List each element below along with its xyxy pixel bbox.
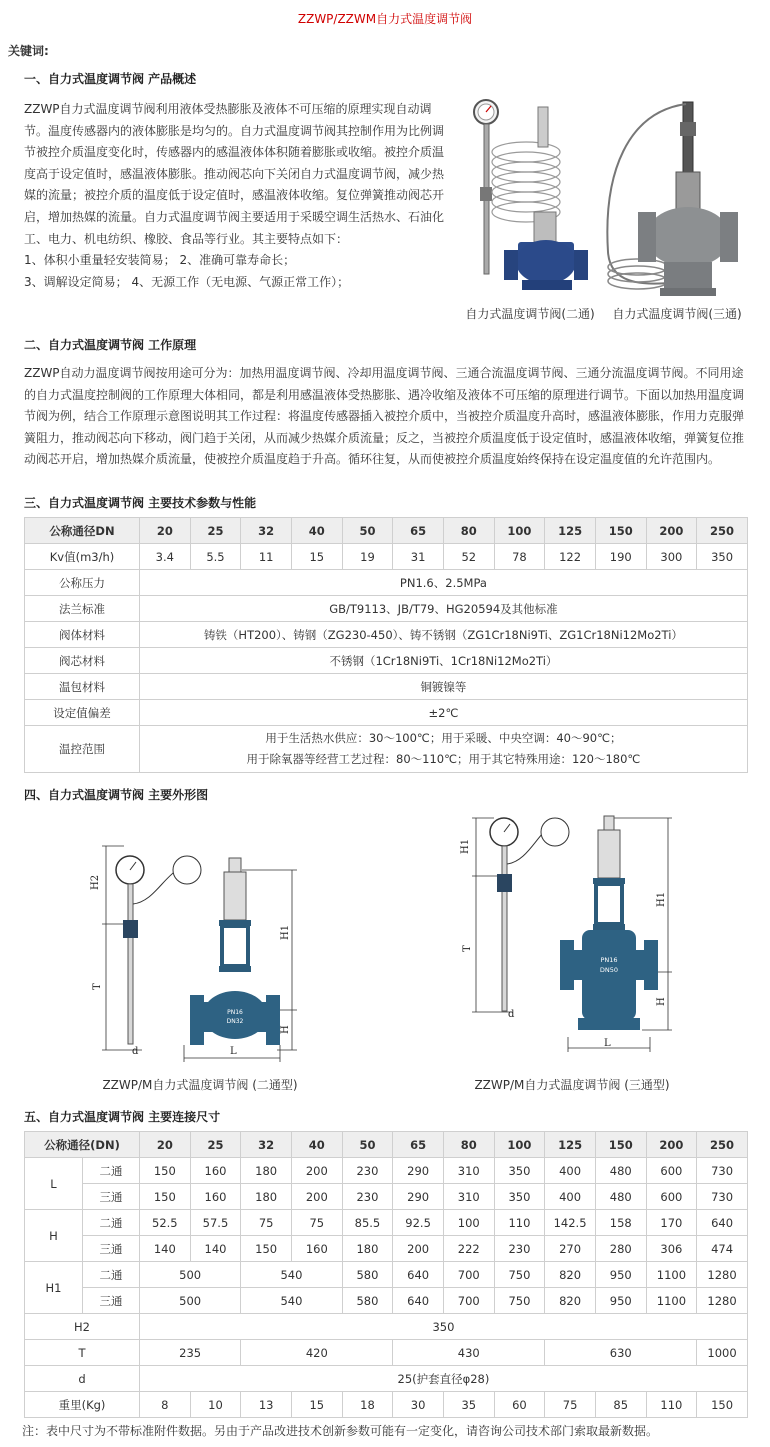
principle-line: 节阀为例，结合工作原理示意图说明其工作过程：将温度传感器插入被控介质中，当被控介质温度升高时，感温液体膨胀，作用力克服弹 bbox=[24, 409, 745, 424]
table-cell: 10 bbox=[190, 1392, 241, 1418]
overview-line: 1、体积小重量轻安装简易； 2、准确可靠寿命长； bbox=[24, 253, 296, 268]
table-cell: 750 bbox=[494, 1262, 545, 1288]
table-cell: 180 bbox=[342, 1236, 393, 1262]
overview-line: 启，增加热媒的流量。自力式温度调节阀主要适用于采暖空调生活热水、石油化 bbox=[24, 209, 445, 224]
header-cell: 150 bbox=[595, 518, 646, 544]
table-cell: 三通 bbox=[83, 1236, 140, 1262]
two-way-h2-label: H2 bbox=[90, 874, 101, 890]
section-title-drawings: 四、自力式温度调节阀 主要外形图 bbox=[24, 788, 209, 802]
table-cell: 540 bbox=[241, 1288, 342, 1314]
principle-line: ZZWP自动力温度调节阀按用途可分为：加热用温度调节阀、冷却用温度调节阀、三通合流温度调节阀、三通分流温度调节阀。不同用途 bbox=[24, 366, 744, 380]
table-cell: 三通 bbox=[83, 1288, 140, 1314]
table-cell: 750 bbox=[494, 1288, 545, 1314]
table-row bbox=[25, 1236, 748, 1262]
table-row bbox=[25, 1262, 748, 1288]
three-way-h-label: H bbox=[656, 997, 667, 1006]
photo-caption-two-way: 自力式温度调节阀(二通) bbox=[465, 307, 595, 321]
section-title-specs: 三、自力式温度调节阀 主要技术参数与性能 bbox=[24, 496, 257, 510]
table-cell: 阀芯材料 bbox=[25, 648, 140, 674]
table-row bbox=[25, 1366, 748, 1392]
header-cell: 40 bbox=[291, 1132, 342, 1158]
table-cell: 8 bbox=[140, 1392, 191, 1418]
overview-line: 媒的流量；被控介质的温度低于设定值时，感温液体收缩。复位弹簧推动阀芯开 bbox=[24, 188, 445, 203]
header-cell: 40 bbox=[291, 518, 342, 544]
table-row bbox=[25, 544, 748, 570]
header-cell: 100 bbox=[494, 1132, 545, 1158]
table-cell: GB/T9113、JB/T79、HG20594及其他标准 bbox=[140, 596, 748, 622]
table-cell: 铸铁（HT200）、铸钢（ZG230-450）、铸不锈钢（ZG1Cr18Ni9Ti、ZG1Cr18Ni12Mo2Ti） bbox=[140, 622, 748, 648]
table-cell: 730 bbox=[697, 1184, 748, 1210]
table-cell: 480 bbox=[595, 1158, 646, 1184]
table-cell: 三通 bbox=[83, 1184, 140, 1210]
three-way-h1-left-label: H1 bbox=[460, 838, 471, 854]
table-cell: 430 bbox=[393, 1340, 545, 1366]
header-cell: 150 bbox=[595, 1132, 646, 1158]
table-cell: 阀体材料 bbox=[25, 622, 140, 648]
table-cell: 重里(Kg) bbox=[25, 1392, 140, 1418]
table-cell: 500 bbox=[140, 1288, 241, 1314]
table-row bbox=[25, 700, 748, 726]
table-cell: 15 bbox=[291, 544, 342, 570]
three-way-l-label: L bbox=[604, 1038, 611, 1049]
header-cell: 200 bbox=[646, 518, 697, 544]
overview-line: ZZWP自力式温度调节阀利用液体受热膨胀及液体不可压缩的原理实现自动调 bbox=[24, 102, 432, 116]
table-cell: 630 bbox=[545, 1340, 697, 1366]
table-cell: 540 bbox=[241, 1262, 342, 1288]
two-way-dn-label: DN32 bbox=[226, 1018, 244, 1025]
table-cell: 110 bbox=[494, 1210, 545, 1236]
header-cell: 65 bbox=[393, 1132, 444, 1158]
table-cell: 270 bbox=[545, 1236, 596, 1262]
header-cell: 50 bbox=[342, 518, 393, 544]
table-cell: 350 bbox=[494, 1184, 545, 1210]
header-cell: 250 bbox=[697, 518, 748, 544]
table-cell: 474 bbox=[697, 1236, 748, 1262]
table-cell: 二通 bbox=[83, 1210, 140, 1236]
table-cell: 二通 bbox=[83, 1262, 140, 1288]
table-cell: 580 bbox=[342, 1288, 393, 1314]
header-cell: 25 bbox=[190, 518, 241, 544]
principle-line: 的自力式温度控制阀的工作原理大体相同，都是利用感温液体受热膨胀、遇冷收缩及液体不可压缩的原理进行调节。下面以加热用温度调 bbox=[24, 387, 745, 402]
table-cell: 18 bbox=[342, 1392, 393, 1418]
table-cell: 75 bbox=[291, 1210, 342, 1236]
table-cell: 310 bbox=[443, 1184, 494, 1210]
table-cell: 420 bbox=[241, 1340, 393, 1366]
table-cell: 160 bbox=[190, 1184, 241, 1210]
table-cell: 950 bbox=[595, 1262, 646, 1288]
table-cell: 290 bbox=[393, 1184, 444, 1210]
dimension-table bbox=[24, 1131, 748, 1418]
two-way-drawing bbox=[92, 840, 312, 1070]
two-way-h1-label: H1 bbox=[280, 924, 291, 940]
header-cell: 20 bbox=[140, 518, 191, 544]
table-cell: 不锈钢（1Cr18Ni9Ti、1Cr18Ni12Mo2Ti） bbox=[140, 648, 748, 674]
table-cell: 158 bbox=[595, 1210, 646, 1236]
table-cell: 52 bbox=[443, 544, 494, 570]
table-cell: 230 bbox=[494, 1236, 545, 1262]
table-cell: 290 bbox=[393, 1158, 444, 1184]
header-cell: 200 bbox=[646, 1132, 697, 1158]
table-cell: 142.5 bbox=[545, 1210, 596, 1236]
table-cell: 5.5 bbox=[190, 544, 241, 570]
section-title-principle: 二、自力式温度调节阀 工作原理 bbox=[24, 338, 197, 352]
table-row bbox=[25, 1132, 748, 1158]
header-cell: 80 bbox=[443, 518, 494, 544]
table-cell: 640 bbox=[697, 1210, 748, 1236]
two-way-pn-label: PN16 bbox=[227, 1009, 243, 1016]
range-line: 用于除氧器等经营工艺过程：80～110℃；用于其它特殊用途：120～180℃ bbox=[246, 752, 641, 766]
table-cell: 230 bbox=[342, 1158, 393, 1184]
table-row bbox=[25, 1288, 748, 1314]
range-line: 用于生活热水供应：30～100℃；用于采暖、中央空调：40～90℃； bbox=[265, 731, 622, 745]
table-cell: 950 bbox=[595, 1288, 646, 1314]
table-cell: 75 bbox=[241, 1210, 292, 1236]
table-cell: 85.5 bbox=[342, 1210, 393, 1236]
overview-line: 3、调解设定简易； 4、无源工作（无电源、气源正常工作）； bbox=[24, 274, 350, 289]
table-cell: 11 bbox=[241, 544, 292, 570]
three-way-t-label: T bbox=[462, 945, 473, 952]
table-cell: 640 bbox=[393, 1288, 444, 1314]
table-cell: 二通 bbox=[83, 1158, 140, 1184]
two-way-l-label: L bbox=[230, 1046, 237, 1057]
table-cell: 350 bbox=[697, 544, 748, 570]
principle-line: 簧阻力，推动阀芯向下移动，阀门趋于关闭，从而减少热媒介质流量；反之，当被控介质温度低于设定值时，感温液体收缩，弹簧复位推 bbox=[24, 430, 745, 445]
table-cell: 200 bbox=[291, 1158, 342, 1184]
table-cell: 310 bbox=[443, 1158, 494, 1184]
table-cell: 190 bbox=[595, 544, 646, 570]
overview-line: 节。温度传感器内的液体膨胀是均匀的。自力式温度调节阀其控制作用为比例调 bbox=[24, 123, 445, 138]
table-cell: 200 bbox=[291, 1184, 342, 1210]
photo-caption-three-way: 自力式温度调节阀(三通) bbox=[612, 307, 742, 321]
overview-line: 节被控介质温度变化时，传感器内的感温液体体积随着膨胀或收缩。被控介质温 bbox=[24, 145, 445, 160]
table-cell: 140 bbox=[140, 1236, 191, 1262]
table-row bbox=[25, 1314, 748, 1340]
three-way-drawing bbox=[462, 812, 682, 1062]
three-way-valve-photo bbox=[598, 92, 748, 302]
table-cell: 730 bbox=[697, 1158, 748, 1184]
table-cell: 13 bbox=[241, 1392, 292, 1418]
table-cell: 100 bbox=[443, 1210, 494, 1236]
table-cell: 法兰标准 bbox=[25, 596, 140, 622]
table-cell: 温包材料 bbox=[25, 674, 140, 700]
section-title-dimensions: 五、自力式温度调节阀 主要连接尺寸 bbox=[24, 1110, 221, 1124]
principle-line: 动阀芯开启，增加热媒介质流量，使被控介质温度趋于升高。循环往复，从而使被控介质温度始终保持在设定温度值的允许范围内。 bbox=[24, 452, 721, 467]
drawing-caption-three-way: ZZWP/M自力式温度调节阀 (三通型) bbox=[474, 1078, 670, 1092]
two-way-d-label: d bbox=[132, 1046, 139, 1057]
table-cell: 640 bbox=[393, 1262, 444, 1288]
table-row bbox=[25, 1392, 748, 1418]
table-cell: 170 bbox=[646, 1210, 697, 1236]
table-cell: 1100 bbox=[646, 1262, 697, 1288]
overview-line: 工、电力、机电纺织、橡胶、食品等行业。其主要特点如下： bbox=[24, 231, 349, 246]
header-cell: 80 bbox=[443, 1132, 494, 1158]
table-cell: 700 bbox=[443, 1262, 494, 1288]
table-cell: 580 bbox=[342, 1262, 393, 1288]
table-cell: 300 bbox=[646, 544, 697, 570]
header-cell: 100 bbox=[494, 518, 545, 544]
table-cell: 温控范围 bbox=[25, 726, 140, 773]
table-cell: 150 bbox=[140, 1184, 191, 1210]
table-cell: 180 bbox=[241, 1158, 292, 1184]
table-cell: 31 bbox=[393, 544, 444, 570]
table-cell: H1 bbox=[25, 1262, 83, 1314]
table-cell: 1280 bbox=[697, 1288, 748, 1314]
header-cell: 32 bbox=[241, 518, 292, 544]
table-row bbox=[25, 570, 748, 596]
table-cell: 75 bbox=[545, 1392, 596, 1418]
table-cell: 110 bbox=[646, 1392, 697, 1418]
table-cell: 350 bbox=[494, 1158, 545, 1184]
table-cell: 85 bbox=[595, 1392, 646, 1418]
table-cell: H bbox=[25, 1210, 83, 1262]
table-cell: 600 bbox=[646, 1158, 697, 1184]
table-cell: 230 bbox=[342, 1184, 393, 1210]
table-cell: 235 bbox=[140, 1340, 241, 1366]
table-cell: 150 bbox=[140, 1158, 191, 1184]
table-row bbox=[25, 726, 748, 773]
principle-text bbox=[24, 363, 754, 471]
table-row bbox=[25, 648, 748, 674]
three-way-h1-label: H1 bbox=[656, 891, 667, 907]
header-cell: 125 bbox=[545, 518, 596, 544]
table-cell: 480 bbox=[595, 1184, 646, 1210]
table-cell: 500 bbox=[140, 1262, 241, 1288]
table-cell: 350 bbox=[140, 1314, 748, 1340]
table-cell: 280 bbox=[595, 1236, 646, 1262]
table-cell: 1280 bbox=[697, 1262, 748, 1288]
table-row bbox=[25, 1340, 748, 1366]
three-way-dn-label: DN50 bbox=[599, 966, 619, 974]
header-cell: 32 bbox=[241, 1132, 292, 1158]
table-cell: 78 bbox=[494, 544, 545, 570]
spec-table bbox=[24, 517, 748, 773]
table-cell: 180 bbox=[241, 1184, 292, 1210]
table-cell: 57.5 bbox=[190, 1210, 241, 1236]
section-title-overview: 一、自力式温度调节阀 产品概述 bbox=[24, 72, 197, 86]
table-cell: 820 bbox=[545, 1288, 596, 1314]
table-cell: 400 bbox=[545, 1184, 596, 1210]
two-way-h-label: H bbox=[280, 1025, 291, 1034]
table-row bbox=[25, 1210, 748, 1236]
table-cell bbox=[140, 726, 748, 773]
table-cell: 15 bbox=[291, 1392, 342, 1418]
table-cell: 92.5 bbox=[393, 1210, 444, 1236]
keywords-label: 关键词: bbox=[8, 44, 49, 58]
table-cell: 150 bbox=[241, 1236, 292, 1262]
table-cell: 1000 bbox=[697, 1340, 748, 1366]
table-cell: Kv值(m3/h) bbox=[25, 544, 140, 570]
table-cell: 150 bbox=[697, 1392, 748, 1418]
table-cell: 19 bbox=[342, 544, 393, 570]
table-row bbox=[25, 622, 748, 648]
table-cell: 30 bbox=[393, 1392, 444, 1418]
table-row bbox=[25, 1184, 748, 1210]
page-title: ZZWP/ZZWM自力式温度调节阀 bbox=[297, 12, 473, 26]
table-cell: PN1.6、2.5MPa bbox=[140, 570, 748, 596]
header-cell: 250 bbox=[697, 1132, 748, 1158]
table-cell: 35 bbox=[443, 1392, 494, 1418]
table-cell: 700 bbox=[443, 1288, 494, 1314]
table-cell: ±2℃ bbox=[140, 700, 748, 726]
three-way-d-label: d bbox=[508, 1009, 515, 1020]
table-row bbox=[25, 1158, 748, 1184]
overview-line: 度高于设定值时，感温液体膨胀。推动阀芯向下关闭自力式温度调节阀，减少热 bbox=[24, 166, 445, 181]
table-row bbox=[25, 518, 748, 544]
table-cell: H2 bbox=[25, 1314, 140, 1340]
header-cell: 125 bbox=[545, 1132, 596, 1158]
three-way-pn-label: PN16 bbox=[600, 956, 618, 964]
table-cell: 1100 bbox=[646, 1288, 697, 1314]
table-cell: 140 bbox=[190, 1236, 241, 1262]
table-cell: 3.4 bbox=[140, 544, 191, 570]
drawing-caption-two-way: ZZWP/M自力式温度调节阀 (二通型) bbox=[102, 1078, 298, 1092]
table-cell: 200 bbox=[393, 1236, 444, 1262]
table-cell: d bbox=[25, 1366, 140, 1392]
table-cell: 设定值偏差 bbox=[25, 700, 140, 726]
table-cell: 600 bbox=[646, 1184, 697, 1210]
two-way-valve-photo bbox=[466, 92, 596, 302]
header-cell: 25 bbox=[190, 1132, 241, 1158]
table-cell: 400 bbox=[545, 1158, 596, 1184]
footnote: 注：表中尺寸为不带标准附件数据。另由于产品改进技术创新参数可能有一定变化，请咨询公司技术部门索取最新数据。 bbox=[22, 1424, 659, 1438]
table-row bbox=[25, 674, 748, 700]
table-cell: 160 bbox=[291, 1236, 342, 1262]
table-cell: 52.5 bbox=[140, 1210, 191, 1236]
header-cell: 50 bbox=[342, 1132, 393, 1158]
table-cell: 25(护套直径φ28) bbox=[140, 1366, 748, 1392]
header-cell: 20 bbox=[140, 1132, 191, 1158]
table-cell: 820 bbox=[545, 1262, 596, 1288]
table-cell: 122 bbox=[545, 544, 596, 570]
two-way-t-label: T bbox=[92, 983, 103, 990]
table-cell: T bbox=[25, 1340, 140, 1366]
table-row bbox=[25, 596, 748, 622]
header-cell: 公称通径DN bbox=[25, 518, 140, 544]
table-cell: 160 bbox=[190, 1158, 241, 1184]
header-cell: 65 bbox=[393, 518, 444, 544]
overview-text bbox=[24, 99, 460, 293]
table-cell: 306 bbox=[646, 1236, 697, 1262]
table-cell: 公称压力 bbox=[25, 570, 140, 596]
table-cell: 60 bbox=[494, 1392, 545, 1418]
table-cell: 222 bbox=[443, 1236, 494, 1262]
header-cell: 公称通径(DN) bbox=[25, 1132, 140, 1158]
table-cell: L bbox=[25, 1158, 83, 1210]
table-cell: 铜镀镍等 bbox=[140, 674, 748, 700]
